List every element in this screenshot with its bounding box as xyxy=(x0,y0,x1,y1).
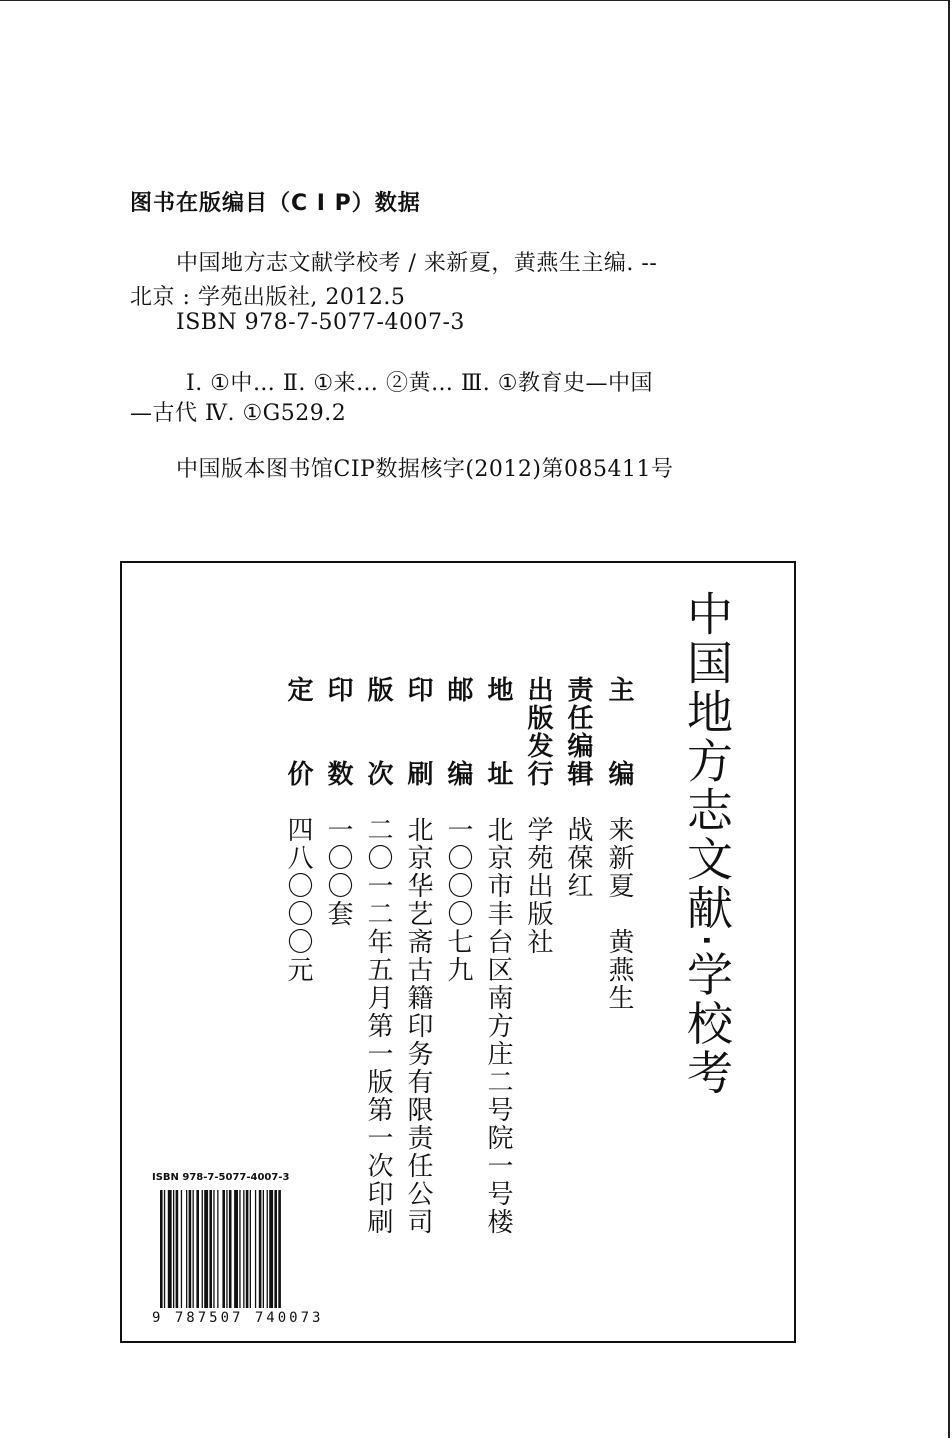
isbn-barcode xyxy=(152,1172,328,1330)
cip-title-line: 中国地方志文献学校考 / 来新夏，黄燕生主编. -- xyxy=(176,251,658,276)
row-value: 一〇〇套 xyxy=(323,816,353,928)
row-label: 印 数 xyxy=(323,676,353,788)
colophon-row-postcode xyxy=(442,676,474,1276)
colophon-row-publisher xyxy=(522,676,554,1276)
row-label: 定 价 xyxy=(283,676,313,788)
row-value: 二〇一二年五月第一版第一次印刷 xyxy=(363,816,393,1236)
colophon-row-editor xyxy=(603,676,635,1276)
row-label: 邮 编 xyxy=(443,676,473,788)
book-title: 中国地方志文献·学校考 xyxy=(680,590,734,1098)
row-label: 出版发行 xyxy=(523,676,553,788)
row-value: 战葆红 xyxy=(563,816,593,900)
colophon-row-printer xyxy=(402,676,434,1276)
colophon-row-responsible-editor xyxy=(562,676,594,1276)
cip-isbn-line: ISBN 978-7-5077-4007-3 xyxy=(176,310,465,335)
cip-classification-line: Ⅰ. ①中… Ⅱ. ①来… ②黄… Ⅲ. ①教育史—中国 xyxy=(186,371,653,396)
row-label: 版 次 xyxy=(363,676,393,788)
row-value: 北京市丰台区南方庄二号院一号楼 xyxy=(483,816,513,1236)
cip-publisher-line: 北京 : 学苑出版社, 2012.5 xyxy=(130,285,406,310)
barcode-isbn-label: ISBN 978-7-5077-4007-3 xyxy=(152,1172,290,1183)
colophon-row-edition xyxy=(362,676,394,1276)
cip-heading: 图书在版编目（C I P）数据 xyxy=(130,191,421,216)
cip-classification-line-2: —古代 Ⅳ. ①G529.2 xyxy=(130,401,347,426)
row-label: 责任编辑 xyxy=(563,676,593,788)
row-value: 来新夏 黄燕生 xyxy=(604,816,634,1012)
row-label: 主 编 xyxy=(604,676,634,788)
colophon-row-address xyxy=(482,676,514,1276)
row-value: 一〇〇〇七九 xyxy=(443,816,473,984)
cip-record-number: 中国版本图书馆CIP数据核字(2012)第085411号 xyxy=(176,457,674,482)
row-value: 四八〇〇〇元 xyxy=(283,816,313,984)
row-label: 地 址 xyxy=(483,676,513,788)
row-label: 印 刷 xyxy=(403,676,433,788)
barcode-digits: 9 787507 740073 xyxy=(152,1310,324,1326)
row-value: 学苑出版社 xyxy=(523,816,553,956)
barcode-bars-icon xyxy=(152,1186,328,1326)
row-value: 北京华艺斋古籍印务有限责任公司 xyxy=(403,816,433,1236)
